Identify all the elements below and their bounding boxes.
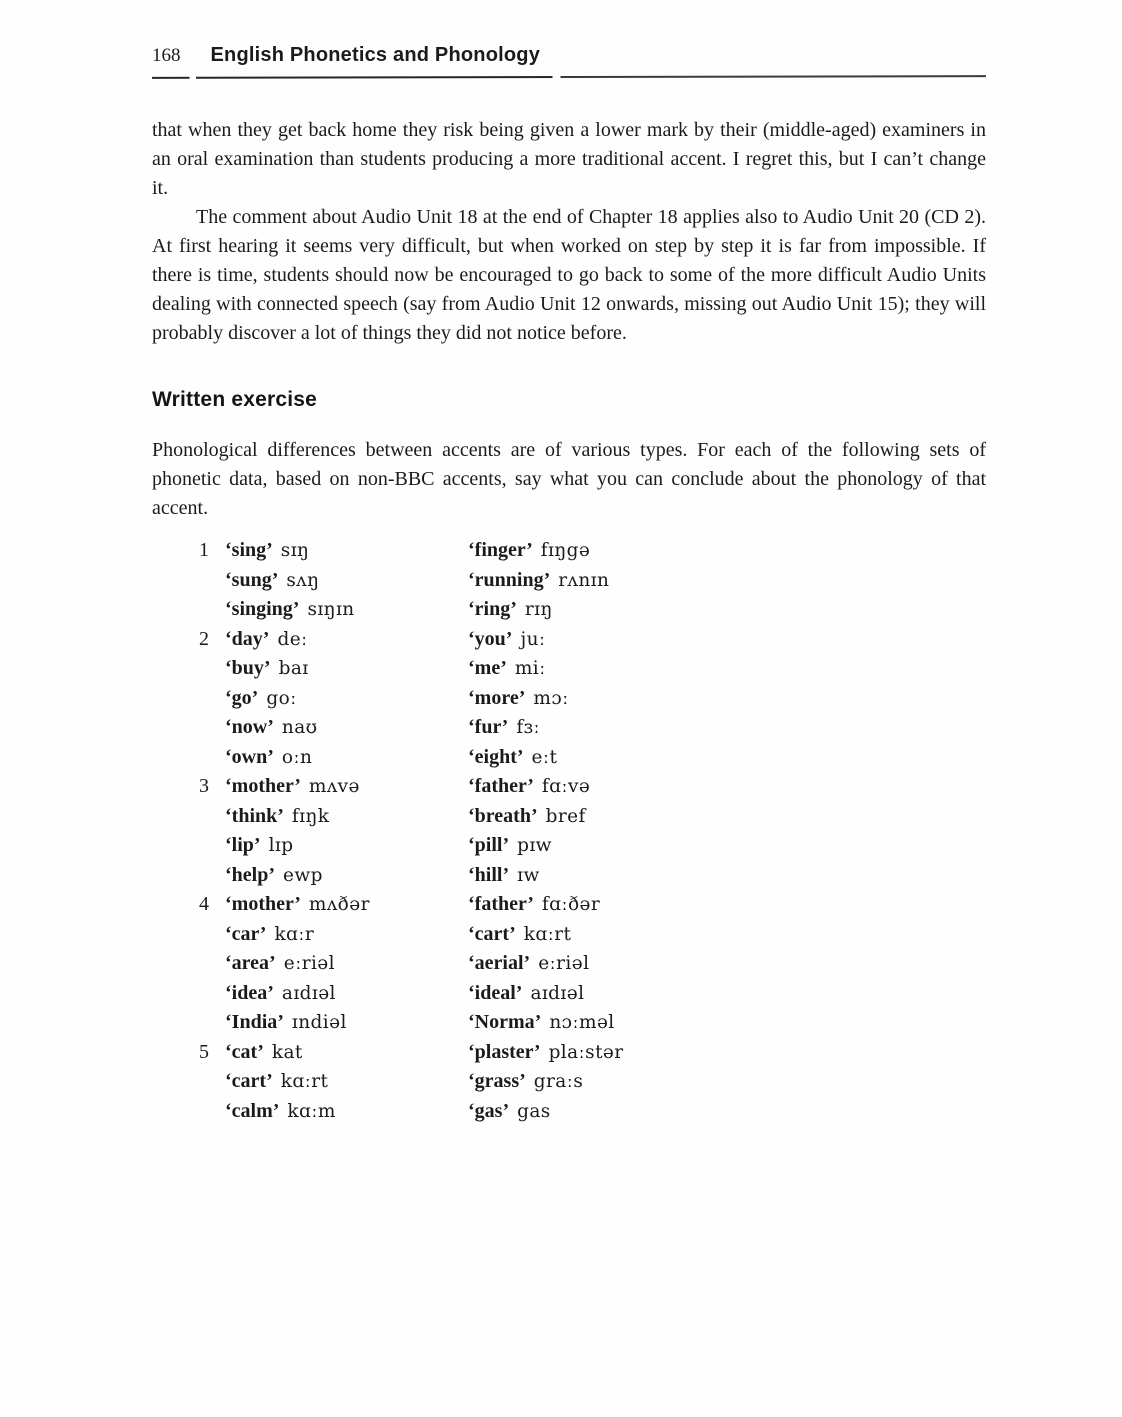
ipa-transcription: sʌŋ [286, 569, 320, 591]
ipa-transcription: kɑːrt [523, 923, 572, 945]
exercise-row [152, 595, 986, 625]
word-label: ‘you’ [468, 627, 513, 650]
word-pair [468, 743, 986, 773]
word-label: ‘father’ [468, 775, 534, 797]
exercise-row [152, 684, 986, 714]
ipa-transcription: eːriəl [538, 953, 590, 974]
word-label: ‘now’ [225, 716, 274, 738]
word-label: ‘more’ [468, 686, 526, 709]
word-label: ‘cat’ [225, 1040, 264, 1063]
item-number: 3 [199, 775, 209, 797]
word-label: ‘aerial’ [468, 952, 531, 974]
ipa-transcription: ɪw [517, 864, 540, 886]
item-number [199, 595, 225, 625]
exercise-row [152, 920, 986, 950]
exercise-row [152, 566, 986, 596]
exercise-row [152, 1097, 986, 1127]
ipa-transcription: ewp [283, 864, 323, 886]
word-pair [468, 1067, 986, 1097]
ipa-transcription: naʊ [281, 717, 318, 738]
exercise-row [152, 1008, 986, 1038]
word-pair [225, 536, 468, 566]
word-label: ‘think’ [225, 804, 284, 827]
exercise-row [152, 1067, 986, 1097]
word-label: ‘day’ [225, 627, 270, 650]
word-label: ‘cart’ [468, 922, 516, 945]
word-label: ‘lip’ [225, 834, 261, 856]
word-pair [225, 654, 468, 684]
ipa-transcription: rʌnɪn [558, 569, 610, 591]
word-pair [468, 861, 986, 891]
ipa-transcription: goː [266, 687, 297, 709]
ipa-transcription: sɪŋ [280, 540, 310, 561]
word-label: ‘ring’ [468, 598, 517, 620]
word-pair [468, 920, 986, 950]
exercise-row [152, 625, 986, 655]
word-label: ‘car’ [225, 922, 267, 945]
word-pair [225, 802, 468, 832]
ipa-transcription: mʌvə [308, 776, 360, 797]
word-label: ‘grass’ [468, 1070, 526, 1092]
item-number: 4 [199, 893, 209, 915]
running-head-title: English Phonetics and Phonology [210, 44, 541, 66]
exercise-row [152, 949, 986, 979]
exercise-row [152, 979, 986, 1009]
exercise-row [152, 802, 986, 832]
ipa-transcription: kɑːm [287, 1100, 336, 1122]
word-label: ‘Norma’ [468, 1011, 542, 1033]
word-pair [225, 1008, 468, 1038]
ipa-transcription: juː [520, 628, 546, 650]
word-pair [468, 802, 986, 832]
item-number [199, 802, 225, 832]
word-pair [225, 566, 468, 596]
word-pair [468, 684, 986, 714]
word-label: ‘India’ [225, 1011, 284, 1033]
ipa-transcription: eːt [531, 746, 558, 768]
word-pair [468, 566, 986, 596]
item-number [199, 566, 225, 596]
word-label: ‘singing’ [225, 598, 300, 620]
ipa-transcription: eːriəl [283, 953, 335, 974]
word-pair [225, 1038, 468, 1068]
word-label: ‘father’ [468, 893, 534, 915]
ipa-transcription: aɪdɪəl [281, 982, 336, 1004]
word-label: ‘calm’ [225, 1099, 280, 1122]
ipa-transcription: aɪdɪəl [530, 982, 585, 1004]
exercise-row [152, 890, 986, 920]
ipa-transcription: plaːstər [548, 1041, 624, 1063]
word-pair [225, 713, 468, 743]
word-pair [225, 625, 468, 655]
item-number [199, 861, 225, 891]
item-number [199, 654, 225, 684]
ipa-transcription: kat [271, 1041, 303, 1063]
word-label: ‘plaster’ [468, 1040, 541, 1063]
item-number [199, 949, 225, 979]
ipa-transcription: fɜː [516, 717, 541, 738]
item-number: 5 [199, 1040, 209, 1063]
word-pair [225, 772, 468, 802]
ipa-transcription: lɪp [268, 835, 294, 856]
page-header [152, 44, 986, 67]
word-pair [468, 890, 986, 920]
word-pair [468, 1038, 986, 1068]
ipa-transcription: baɪ [278, 658, 309, 679]
word-pair [225, 920, 468, 950]
word-label: ‘go’ [225, 686, 259, 709]
word-pair [468, 831, 986, 861]
word-label: ‘sung’ [225, 568, 279, 591]
ipa-transcription: sɪŋɪn [307, 599, 355, 620]
word-pair [468, 772, 986, 802]
exercise-row [152, 713, 986, 743]
word-label: ‘fur’ [468, 716, 509, 738]
word-pair [225, 595, 468, 625]
word-label: ‘idea’ [225, 981, 274, 1004]
item-number [199, 979, 225, 1009]
section-heading: Written exercise [152, 388, 318, 411]
word-label: ‘breath’ [468, 804, 538, 827]
ipa-transcription: oːn [281, 746, 313, 768]
ipa-transcription: nɔːməl [549, 1012, 615, 1033]
paragraph-continuation: that when they get back home they risk being given a lower mark by their (middle-aged) examiners in an oral examination than students producing a more traditional accent. I regret this, but I can’t change it. [152, 119, 986, 199]
item-number [199, 1067, 225, 1097]
word-label: ‘eight’ [468, 745, 524, 768]
word-label: ‘cart’ [225, 1070, 273, 1092]
ipa-transcription: fɪŋk [291, 805, 330, 827]
exercise-row [152, 1038, 986, 1068]
exercise-row [152, 743, 986, 773]
exercise-row [152, 861, 986, 891]
word-label: ‘mother’ [225, 893, 301, 915]
item-number [199, 713, 225, 743]
page-body [152, 116, 986, 1126]
word-label: ‘hill’ [468, 863, 510, 886]
word-pair [225, 861, 468, 891]
item-number [199, 831, 225, 861]
word-label: ‘sing’ [225, 539, 273, 561]
exercise-intro: Phonological differences between accents are of various types. For each of the following sets of phonetic data, based on non-BBC accents, say what you can conclude about the phonology of that accent. [152, 439, 986, 519]
item-number [199, 1008, 225, 1038]
exercise-list [152, 536, 986, 1126]
word-label: ‘gas’ [468, 1099, 510, 1122]
word-pair [225, 1097, 468, 1127]
word-label: ‘buy’ [225, 657, 271, 679]
word-pair [225, 831, 468, 861]
ipa-transcription: fɪŋgə [540, 540, 591, 561]
word-label: ‘ideal’ [468, 981, 523, 1004]
word-pair [468, 595, 986, 625]
word-pair [225, 684, 468, 714]
ipa-transcription: fɑːvə [541, 776, 591, 797]
exercise-row [152, 536, 986, 566]
word-pair [468, 654, 986, 684]
word-label: ‘running’ [468, 568, 551, 591]
header-rule [152, 75, 986, 79]
word-label: ‘pill’ [468, 834, 510, 856]
item-number: 2 [199, 627, 209, 650]
paragraph-audio-units: The comment about Audio Unit 18 at the end of Chapter 18 applies also to Audio Unit 20 (CD 2). At first hearing it seems very difficult, but when worked on step by step it is far from impossible. If there is time, students should now be encouraged to go back to some of the more difficult Audio Units dealing with connected speech (say from Audio Unit 12 onwards, missing out Audio Unit 15); they will probably discover a lot of things they did not notice before. [152, 206, 986, 344]
word-pair [468, 713, 986, 743]
ipa-transcription: miː [514, 658, 546, 679]
word-pair [225, 1067, 468, 1097]
ipa-transcription: bref [545, 805, 586, 827]
word-pair [468, 1008, 986, 1038]
word-label: ‘help’ [225, 863, 275, 886]
ipa-transcription: graːs [533, 1071, 584, 1092]
ipa-transcription: kɑːr [274, 923, 315, 945]
word-pair [468, 979, 986, 1009]
exercise-row [152, 831, 986, 861]
word-label: ‘area’ [225, 952, 276, 974]
ipa-transcription: fɑːðər [541, 894, 601, 915]
ipa-transcription: mʌðər [308, 894, 370, 915]
exercise-row [152, 654, 986, 684]
item-number [199, 1097, 225, 1127]
ipa-transcription: mɔː [533, 687, 569, 709]
ipa-transcription: ɪndiəl [291, 1012, 347, 1033]
ipa-transcription: gas [517, 1100, 551, 1122]
word-pair [468, 536, 986, 566]
word-pair [225, 743, 468, 773]
word-pair [468, 949, 986, 979]
word-label: ‘me’ [468, 657, 507, 679]
ipa-transcription: pɪw [517, 835, 552, 856]
word-label: ‘mother’ [225, 775, 301, 797]
page-number: 168 [152, 45, 181, 66]
word-pair [225, 890, 468, 920]
item-number [199, 684, 225, 714]
word-pair [225, 949, 468, 979]
ipa-transcription: kɑːrt [280, 1071, 329, 1092]
ipa-transcription: rɪŋ [524, 599, 553, 620]
exercise-row [152, 772, 986, 802]
word-pair [468, 625, 986, 655]
word-pair [468, 1097, 986, 1127]
word-pair [225, 979, 468, 1009]
item-number [199, 920, 225, 950]
item-number: 1 [199, 539, 209, 561]
word-label: ‘own’ [225, 745, 274, 768]
ipa-transcription: deː [277, 628, 308, 650]
item-number [199, 743, 225, 773]
word-label: ‘finger’ [468, 539, 533, 561]
